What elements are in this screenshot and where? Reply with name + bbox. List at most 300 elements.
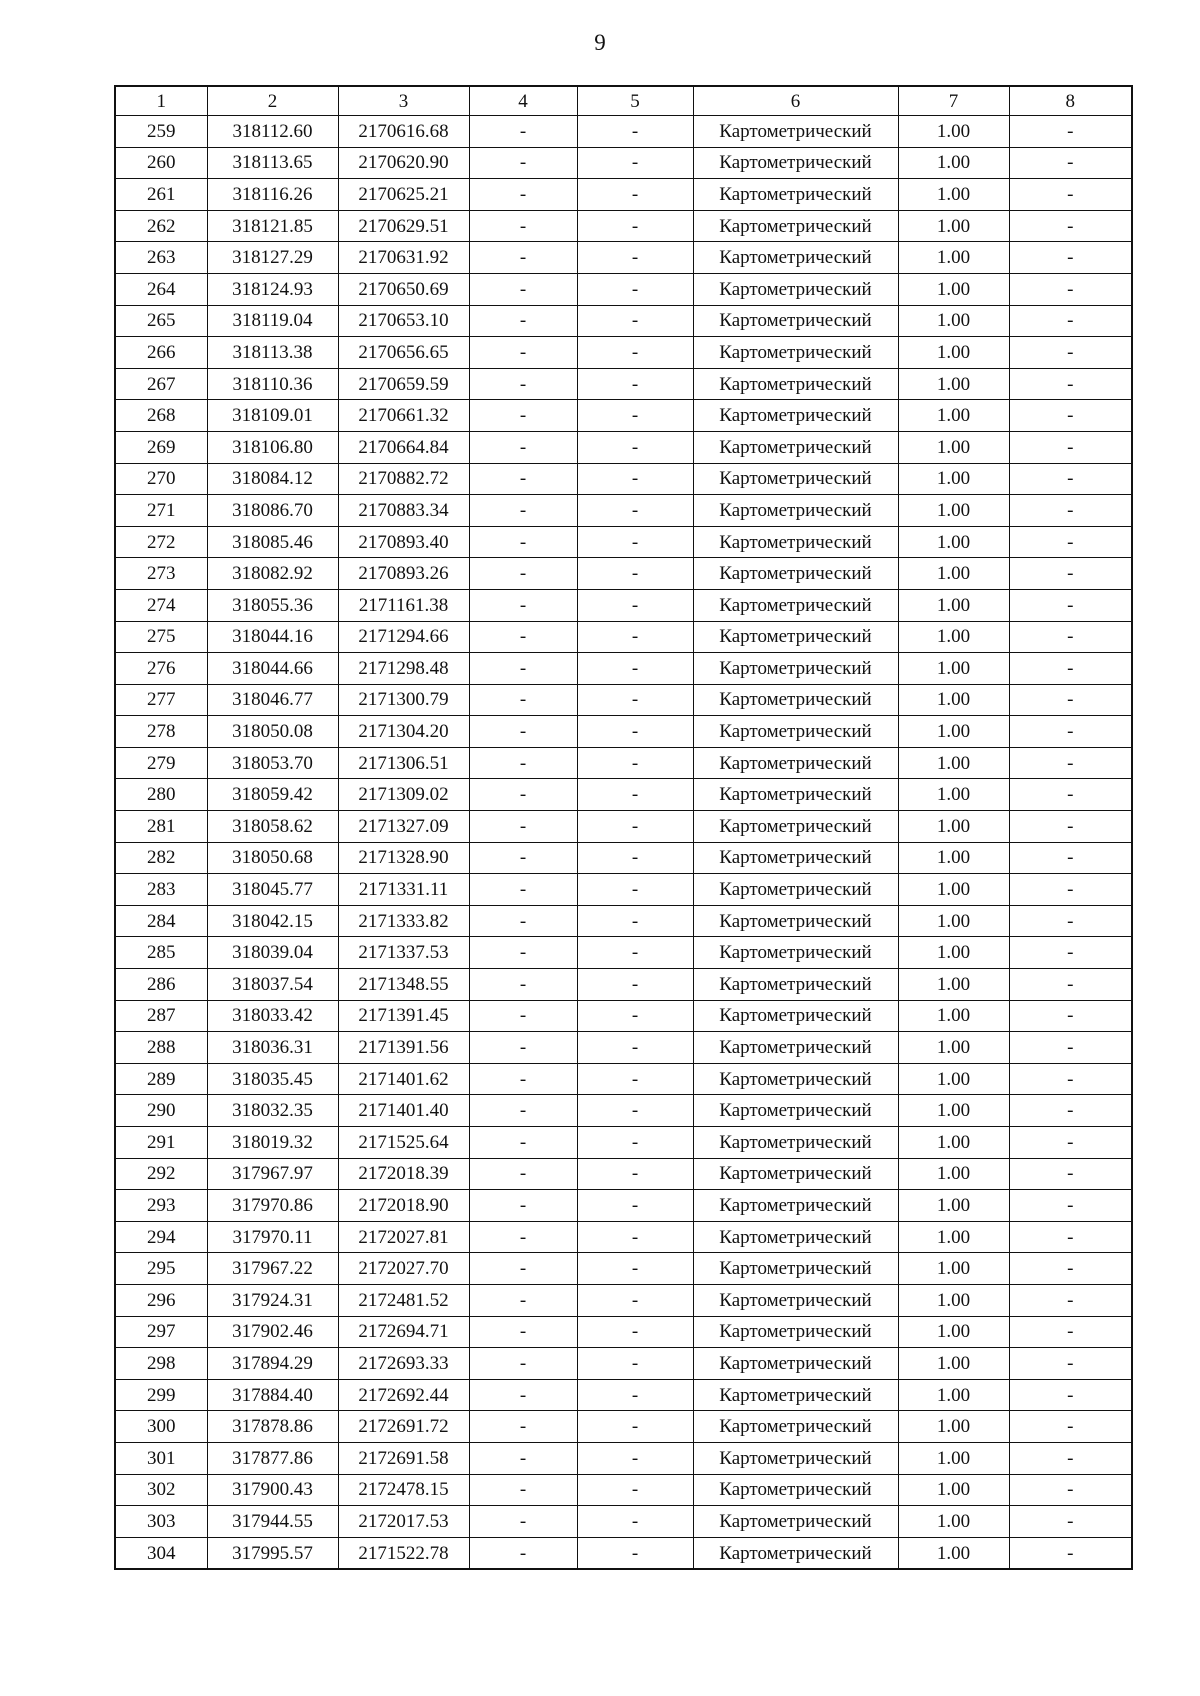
- column-8-cell: -: [1009, 1442, 1132, 1474]
- table-row: [115, 463, 1132, 495]
- table-row: [115, 1221, 1132, 1253]
- y-coordinate-cell: 2171522.78: [338, 1537, 469, 1569]
- column-header-8: 8: [1009, 86, 1132, 116]
- method-cell: Картометрический: [693, 621, 898, 653]
- x-coordinate-cell: 318084.12: [207, 463, 338, 495]
- column-4-cell: -: [469, 1000, 577, 1032]
- x-coordinate-cell: 318058.62: [207, 811, 338, 843]
- point-number-cell: 284: [115, 905, 207, 937]
- column-5-cell: -: [577, 747, 693, 779]
- y-coordinate-cell: 2171309.02: [338, 779, 469, 811]
- column-5-cell: -: [577, 1221, 693, 1253]
- column-5-cell: -: [577, 621, 693, 653]
- column-4-cell: -: [469, 684, 577, 716]
- y-coordinate-cell: 2172481.52: [338, 1284, 469, 1316]
- column-4-cell: -: [469, 969, 577, 1001]
- table-row: [115, 147, 1132, 179]
- column-4-cell: -: [469, 337, 577, 369]
- column-8-cell: -: [1009, 210, 1132, 242]
- table-row: [115, 716, 1132, 748]
- y-coordinate-cell: 2172478.15: [338, 1474, 469, 1506]
- method-cell: Картометрический: [693, 1190, 898, 1222]
- point-number-cell: 296: [115, 1284, 207, 1316]
- column-5-cell: -: [577, 1000, 693, 1032]
- column-5-cell: -: [577, 1348, 693, 1380]
- method-cell: Картометрический: [693, 589, 898, 621]
- column-4-cell: -: [469, 1095, 577, 1127]
- point-number-cell: 301: [115, 1442, 207, 1474]
- column-5-cell: -: [577, 116, 693, 148]
- column-4-cell: -: [469, 1190, 577, 1222]
- table-header-row: [115, 86, 1132, 116]
- point-number-cell: 265: [115, 305, 207, 337]
- accuracy-cell: 1.00: [898, 116, 1009, 148]
- column-4-cell: -: [469, 242, 577, 274]
- x-coordinate-cell: 318127.29: [207, 242, 338, 274]
- column-4-cell: -: [469, 273, 577, 305]
- column-8-cell: -: [1009, 1158, 1132, 1190]
- y-coordinate-cell: 2170650.69: [338, 273, 469, 305]
- y-coordinate-cell: 2171304.20: [338, 716, 469, 748]
- column-5-cell: -: [577, 526, 693, 558]
- accuracy-cell: 1.00: [898, 1379, 1009, 1411]
- column-4-cell: -: [469, 905, 577, 937]
- accuracy-cell: 1.00: [898, 558, 1009, 590]
- accuracy-cell: 1.00: [898, 937, 1009, 969]
- column-header-3: 3: [338, 86, 469, 116]
- point-number-cell: 260: [115, 147, 207, 179]
- x-coordinate-cell: 318124.93: [207, 273, 338, 305]
- point-number-cell: 283: [115, 874, 207, 906]
- y-coordinate-cell: 2170629.51: [338, 210, 469, 242]
- y-coordinate-cell: 2172693.33: [338, 1348, 469, 1380]
- column-8-cell: -: [1009, 969, 1132, 1001]
- x-coordinate-cell: 318019.32: [207, 1127, 338, 1159]
- column-8-cell: -: [1009, 653, 1132, 685]
- column-8-cell: -: [1009, 716, 1132, 748]
- y-coordinate-cell: 2171337.53: [338, 937, 469, 969]
- point-number-cell: 268: [115, 400, 207, 432]
- method-cell: Картометрический: [693, 210, 898, 242]
- column-8-cell: -: [1009, 589, 1132, 621]
- x-coordinate-cell: 317878.86: [207, 1411, 338, 1443]
- y-coordinate-cell: 2171348.55: [338, 969, 469, 1001]
- accuracy-cell: 1.00: [898, 1537, 1009, 1569]
- accuracy-cell: 1.00: [898, 1253, 1009, 1285]
- point-number-cell: 264: [115, 273, 207, 305]
- column-8-cell: -: [1009, 811, 1132, 843]
- table-row: [115, 937, 1132, 969]
- column-8-cell: -: [1009, 1253, 1132, 1285]
- column-5-cell: -: [577, 463, 693, 495]
- point-number-cell: 286: [115, 969, 207, 1001]
- method-cell: Картометрический: [693, 747, 898, 779]
- x-coordinate-cell: 318053.70: [207, 747, 338, 779]
- x-coordinate-cell: 318050.08: [207, 716, 338, 748]
- table-row: [115, 1537, 1132, 1569]
- y-coordinate-cell: 2172017.53: [338, 1506, 469, 1538]
- column-5-cell: -: [577, 368, 693, 400]
- accuracy-cell: 1.00: [898, 621, 1009, 653]
- column-header-7: 7: [898, 86, 1009, 116]
- method-cell: Картометрический: [693, 147, 898, 179]
- column-8-cell: -: [1009, 747, 1132, 779]
- point-number-cell: 298: [115, 1348, 207, 1380]
- column-5-cell: -: [577, 653, 693, 685]
- column-4-cell: -: [469, 463, 577, 495]
- method-cell: Картометрический: [693, 779, 898, 811]
- column-5-cell: -: [577, 779, 693, 811]
- method-cell: Картометрический: [693, 179, 898, 211]
- accuracy-cell: 1.00: [898, 969, 1009, 1001]
- column-5-cell: -: [577, 147, 693, 179]
- table-row: [115, 1000, 1132, 1032]
- point-number-cell: 294: [115, 1221, 207, 1253]
- column-5-cell: -: [577, 210, 693, 242]
- table-row: [115, 1411, 1132, 1443]
- column-4-cell: -: [469, 1063, 577, 1095]
- column-4-cell: -: [469, 179, 577, 211]
- column-4-cell: -: [469, 1158, 577, 1190]
- y-coordinate-cell: 2171300.79: [338, 684, 469, 716]
- x-coordinate-cell: 318039.04: [207, 937, 338, 969]
- table-row: [115, 337, 1132, 369]
- y-coordinate-cell: 2171306.51: [338, 747, 469, 779]
- table-row: [115, 242, 1132, 274]
- y-coordinate-cell: 2171331.11: [338, 874, 469, 906]
- column-header-4: 4: [469, 86, 577, 116]
- y-coordinate-cell: 2170625.21: [338, 179, 469, 211]
- column-5-cell: -: [577, 273, 693, 305]
- column-8-cell: -: [1009, 273, 1132, 305]
- column-8-cell: -: [1009, 1348, 1132, 1380]
- point-number-cell: 303: [115, 1506, 207, 1538]
- point-number-cell: 289: [115, 1063, 207, 1095]
- column-5-cell: -: [577, 1284, 693, 1316]
- column-8-cell: -: [1009, 463, 1132, 495]
- accuracy-cell: 1.00: [898, 1348, 1009, 1380]
- y-coordinate-cell: 2171294.66: [338, 621, 469, 653]
- x-coordinate-cell: 318119.04: [207, 305, 338, 337]
- column-4-cell: -: [469, 305, 577, 337]
- column-5-cell: -: [577, 1474, 693, 1506]
- column-5-cell: -: [577, 684, 693, 716]
- x-coordinate-cell: 318082.92: [207, 558, 338, 590]
- column-8-cell: -: [1009, 116, 1132, 148]
- accuracy-cell: 1.00: [898, 1316, 1009, 1348]
- column-8-cell: -: [1009, 1474, 1132, 1506]
- x-coordinate-cell: 317970.86: [207, 1190, 338, 1222]
- table-body: [115, 116, 1132, 1570]
- x-coordinate-cell: 317900.43: [207, 1474, 338, 1506]
- column-5-cell: -: [577, 1506, 693, 1538]
- point-number-cell: 287: [115, 1000, 207, 1032]
- method-cell: Картометрический: [693, 1000, 898, 1032]
- column-4-cell: -: [469, 653, 577, 685]
- table-row: [115, 1063, 1132, 1095]
- table-row: [115, 368, 1132, 400]
- point-number-cell: 261: [115, 179, 207, 211]
- accuracy-cell: 1.00: [898, 1158, 1009, 1190]
- y-coordinate-cell: 2171298.48: [338, 653, 469, 685]
- method-cell: Картометрический: [693, 905, 898, 937]
- x-coordinate-cell: 318036.31: [207, 1032, 338, 1064]
- method-cell: Картометрический: [693, 1221, 898, 1253]
- method-cell: Картометрический: [693, 1063, 898, 1095]
- column-header-6: 6: [693, 86, 898, 116]
- method-cell: Картометрический: [693, 463, 898, 495]
- table-row: [115, 431, 1132, 463]
- accuracy-cell: 1.00: [898, 1221, 1009, 1253]
- column-5-cell: -: [577, 905, 693, 937]
- column-5-cell: -: [577, 874, 693, 906]
- accuracy-cell: 1.00: [898, 842, 1009, 874]
- column-8-cell: -: [1009, 179, 1132, 211]
- column-8-cell: -: [1009, 368, 1132, 400]
- column-5-cell: -: [577, 589, 693, 621]
- point-number-cell: 304: [115, 1537, 207, 1569]
- accuracy-cell: 1.00: [898, 589, 1009, 621]
- y-coordinate-cell: 2172027.81: [338, 1221, 469, 1253]
- x-coordinate-cell: 318113.65: [207, 147, 338, 179]
- column-4-cell: -: [469, 368, 577, 400]
- column-4-cell: -: [469, 1221, 577, 1253]
- column-8-cell: -: [1009, 526, 1132, 558]
- x-coordinate-cell: 317995.57: [207, 1537, 338, 1569]
- table-row: [115, 1442, 1132, 1474]
- column-5-cell: -: [577, 1127, 693, 1159]
- y-coordinate-cell: 2171391.56: [338, 1032, 469, 1064]
- column-4-cell: -: [469, 495, 577, 527]
- column-5-cell: -: [577, 1095, 693, 1127]
- column-4-cell: -: [469, 1316, 577, 1348]
- y-coordinate-cell: 2172692.44: [338, 1379, 469, 1411]
- method-cell: Картометрический: [693, 1316, 898, 1348]
- accuracy-cell: 1.00: [898, 1063, 1009, 1095]
- column-8-cell: -: [1009, 874, 1132, 906]
- point-number-cell: 276: [115, 653, 207, 685]
- column-4-cell: -: [469, 716, 577, 748]
- column-5-cell: -: [577, 937, 693, 969]
- column-4-cell: -: [469, 621, 577, 653]
- y-coordinate-cell: 2170882.72: [338, 463, 469, 495]
- table-row: [115, 842, 1132, 874]
- x-coordinate-cell: 318112.60: [207, 116, 338, 148]
- method-cell: Картометрический: [693, 305, 898, 337]
- column-4-cell: -: [469, 1253, 577, 1285]
- column-5-cell: -: [577, 495, 693, 527]
- accuracy-cell: 1.00: [898, 463, 1009, 495]
- x-coordinate-cell: 318121.85: [207, 210, 338, 242]
- y-coordinate-cell: 2171328.90: [338, 842, 469, 874]
- table-row: [115, 1032, 1132, 1064]
- method-cell: Картометрический: [693, 874, 898, 906]
- table-row: [115, 1348, 1132, 1380]
- column-4-cell: -: [469, 589, 577, 621]
- x-coordinate-cell: 318045.77: [207, 874, 338, 906]
- column-4-cell: -: [469, 747, 577, 779]
- column-8-cell: -: [1009, 621, 1132, 653]
- method-cell: Картометрический: [693, 969, 898, 1001]
- x-coordinate-cell: 317877.86: [207, 1442, 338, 1474]
- accuracy-cell: 1.00: [898, 1000, 1009, 1032]
- point-number-cell: 292: [115, 1158, 207, 1190]
- method-cell: Картометрический: [693, 811, 898, 843]
- method-cell: Картометрический: [693, 1032, 898, 1064]
- y-coordinate-cell: 2170893.26: [338, 558, 469, 590]
- x-coordinate-cell: 318055.36: [207, 589, 338, 621]
- point-number-cell: 259: [115, 116, 207, 148]
- accuracy-cell: 1.00: [898, 1474, 1009, 1506]
- point-number-cell: 277: [115, 684, 207, 716]
- x-coordinate-cell: 318032.35: [207, 1095, 338, 1127]
- column-4-cell: -: [469, 811, 577, 843]
- x-coordinate-cell: 318042.15: [207, 905, 338, 937]
- x-coordinate-cell: 318085.46: [207, 526, 338, 558]
- column-4-cell: -: [469, 147, 577, 179]
- y-coordinate-cell: 2170631.92: [338, 242, 469, 274]
- column-5-cell: -: [577, 558, 693, 590]
- y-coordinate-cell: 2172018.90: [338, 1190, 469, 1222]
- x-coordinate-cell: 317967.22: [207, 1253, 338, 1285]
- accuracy-cell: 1.00: [898, 210, 1009, 242]
- accuracy-cell: 1.00: [898, 400, 1009, 432]
- y-coordinate-cell: 2171401.62: [338, 1063, 469, 1095]
- method-cell: Картометрический: [693, 1474, 898, 1506]
- point-number-cell: 280: [115, 779, 207, 811]
- table-row: [115, 495, 1132, 527]
- table-row: [115, 1095, 1132, 1127]
- y-coordinate-cell: 2172691.58: [338, 1442, 469, 1474]
- y-coordinate-cell: 2172027.70: [338, 1253, 469, 1285]
- table-row: [115, 1127, 1132, 1159]
- column-4-cell: -: [469, 779, 577, 811]
- point-number-cell: 282: [115, 842, 207, 874]
- x-coordinate-cell: 317924.31: [207, 1284, 338, 1316]
- column-5-cell: -: [577, 716, 693, 748]
- accuracy-cell: 1.00: [898, 1284, 1009, 1316]
- table-row: [115, 305, 1132, 337]
- table-row: [115, 1474, 1132, 1506]
- table-row: [115, 400, 1132, 432]
- point-number-cell: 278: [115, 716, 207, 748]
- y-coordinate-cell: 2170893.40: [338, 526, 469, 558]
- column-5-cell: -: [577, 179, 693, 211]
- accuracy-cell: 1.00: [898, 684, 1009, 716]
- method-cell: Картометрический: [693, 1442, 898, 1474]
- method-cell: Картометрический: [693, 116, 898, 148]
- point-number-cell: 281: [115, 811, 207, 843]
- accuracy-cell: 1.00: [898, 431, 1009, 463]
- column-8-cell: -: [1009, 1379, 1132, 1411]
- column-8-cell: -: [1009, 1190, 1132, 1222]
- accuracy-cell: 1.00: [898, 811, 1009, 843]
- x-coordinate-cell: 318110.36: [207, 368, 338, 400]
- accuracy-cell: 1.00: [898, 179, 1009, 211]
- table-row: [115, 273, 1132, 305]
- method-cell: Картометрический: [693, 1411, 898, 1443]
- method-cell: Картометрический: [693, 1095, 898, 1127]
- table-row: [115, 589, 1132, 621]
- x-coordinate-cell: 318086.70: [207, 495, 338, 527]
- accuracy-cell: 1.00: [898, 495, 1009, 527]
- column-5-cell: -: [577, 1032, 693, 1064]
- accuracy-cell: 1.00: [898, 337, 1009, 369]
- column-8-cell: -: [1009, 684, 1132, 716]
- table-row: [115, 874, 1132, 906]
- column-8-cell: -: [1009, 337, 1132, 369]
- x-coordinate-cell: 318037.54: [207, 969, 338, 1001]
- column-header-2: 2: [207, 86, 338, 116]
- y-coordinate-cell: 2171525.64: [338, 1127, 469, 1159]
- column-5-cell: -: [577, 431, 693, 463]
- y-coordinate-cell: 2170656.65: [338, 337, 469, 369]
- point-number-cell: 270: [115, 463, 207, 495]
- x-coordinate-cell: 318044.16: [207, 621, 338, 653]
- column-4-cell: -: [469, 1442, 577, 1474]
- column-5-cell: -: [577, 811, 693, 843]
- point-number-cell: 291: [115, 1127, 207, 1159]
- y-coordinate-cell: 2172691.72: [338, 1411, 469, 1443]
- table-row: [115, 779, 1132, 811]
- method-cell: Картометрический: [693, 526, 898, 558]
- x-coordinate-cell: 318113.38: [207, 337, 338, 369]
- method-cell: Картометрический: [693, 273, 898, 305]
- table-row: [115, 1506, 1132, 1538]
- table-row: [115, 1316, 1132, 1348]
- y-coordinate-cell: 2172018.39: [338, 1158, 469, 1190]
- column-8-cell: -: [1009, 1127, 1132, 1159]
- column-4-cell: -: [469, 526, 577, 558]
- column-4-cell: -: [469, 400, 577, 432]
- y-coordinate-cell: 2171391.45: [338, 1000, 469, 1032]
- method-cell: Картометрический: [693, 242, 898, 274]
- column-5-cell: -: [577, 969, 693, 1001]
- column-8-cell: -: [1009, 431, 1132, 463]
- point-number-cell: 273: [115, 558, 207, 590]
- table-row: [115, 116, 1132, 148]
- column-4-cell: -: [469, 874, 577, 906]
- x-coordinate-cell: 317967.97: [207, 1158, 338, 1190]
- column-8-cell: -: [1009, 1316, 1132, 1348]
- method-cell: Картометрический: [693, 1537, 898, 1569]
- column-4-cell: -: [469, 116, 577, 148]
- column-8-cell: -: [1009, 1284, 1132, 1316]
- column-8-cell: -: [1009, 1000, 1132, 1032]
- table-row: [115, 1158, 1132, 1190]
- column-header-5: 5: [577, 86, 693, 116]
- column-8-cell: -: [1009, 779, 1132, 811]
- x-coordinate-cell: 317894.29: [207, 1348, 338, 1380]
- method-cell: Картометрический: [693, 1379, 898, 1411]
- point-number-cell: 293: [115, 1190, 207, 1222]
- point-number-cell: 300: [115, 1411, 207, 1443]
- table-row: [115, 969, 1132, 1001]
- column-8-cell: -: [1009, 242, 1132, 274]
- x-coordinate-cell: 318109.01: [207, 400, 338, 432]
- column-4-cell: -: [469, 431, 577, 463]
- x-coordinate-cell: 318116.26: [207, 179, 338, 211]
- y-coordinate-cell: 2171161.38: [338, 589, 469, 621]
- y-coordinate-cell: 2170659.59: [338, 368, 469, 400]
- column-5-cell: -: [577, 400, 693, 432]
- column-5-cell: -: [577, 1063, 693, 1095]
- accuracy-cell: 1.00: [898, 1506, 1009, 1538]
- column-4-cell: -: [469, 210, 577, 242]
- accuracy-cell: 1.00: [898, 242, 1009, 274]
- accuracy-cell: 1.00: [898, 1442, 1009, 1474]
- point-number-cell: 274: [115, 589, 207, 621]
